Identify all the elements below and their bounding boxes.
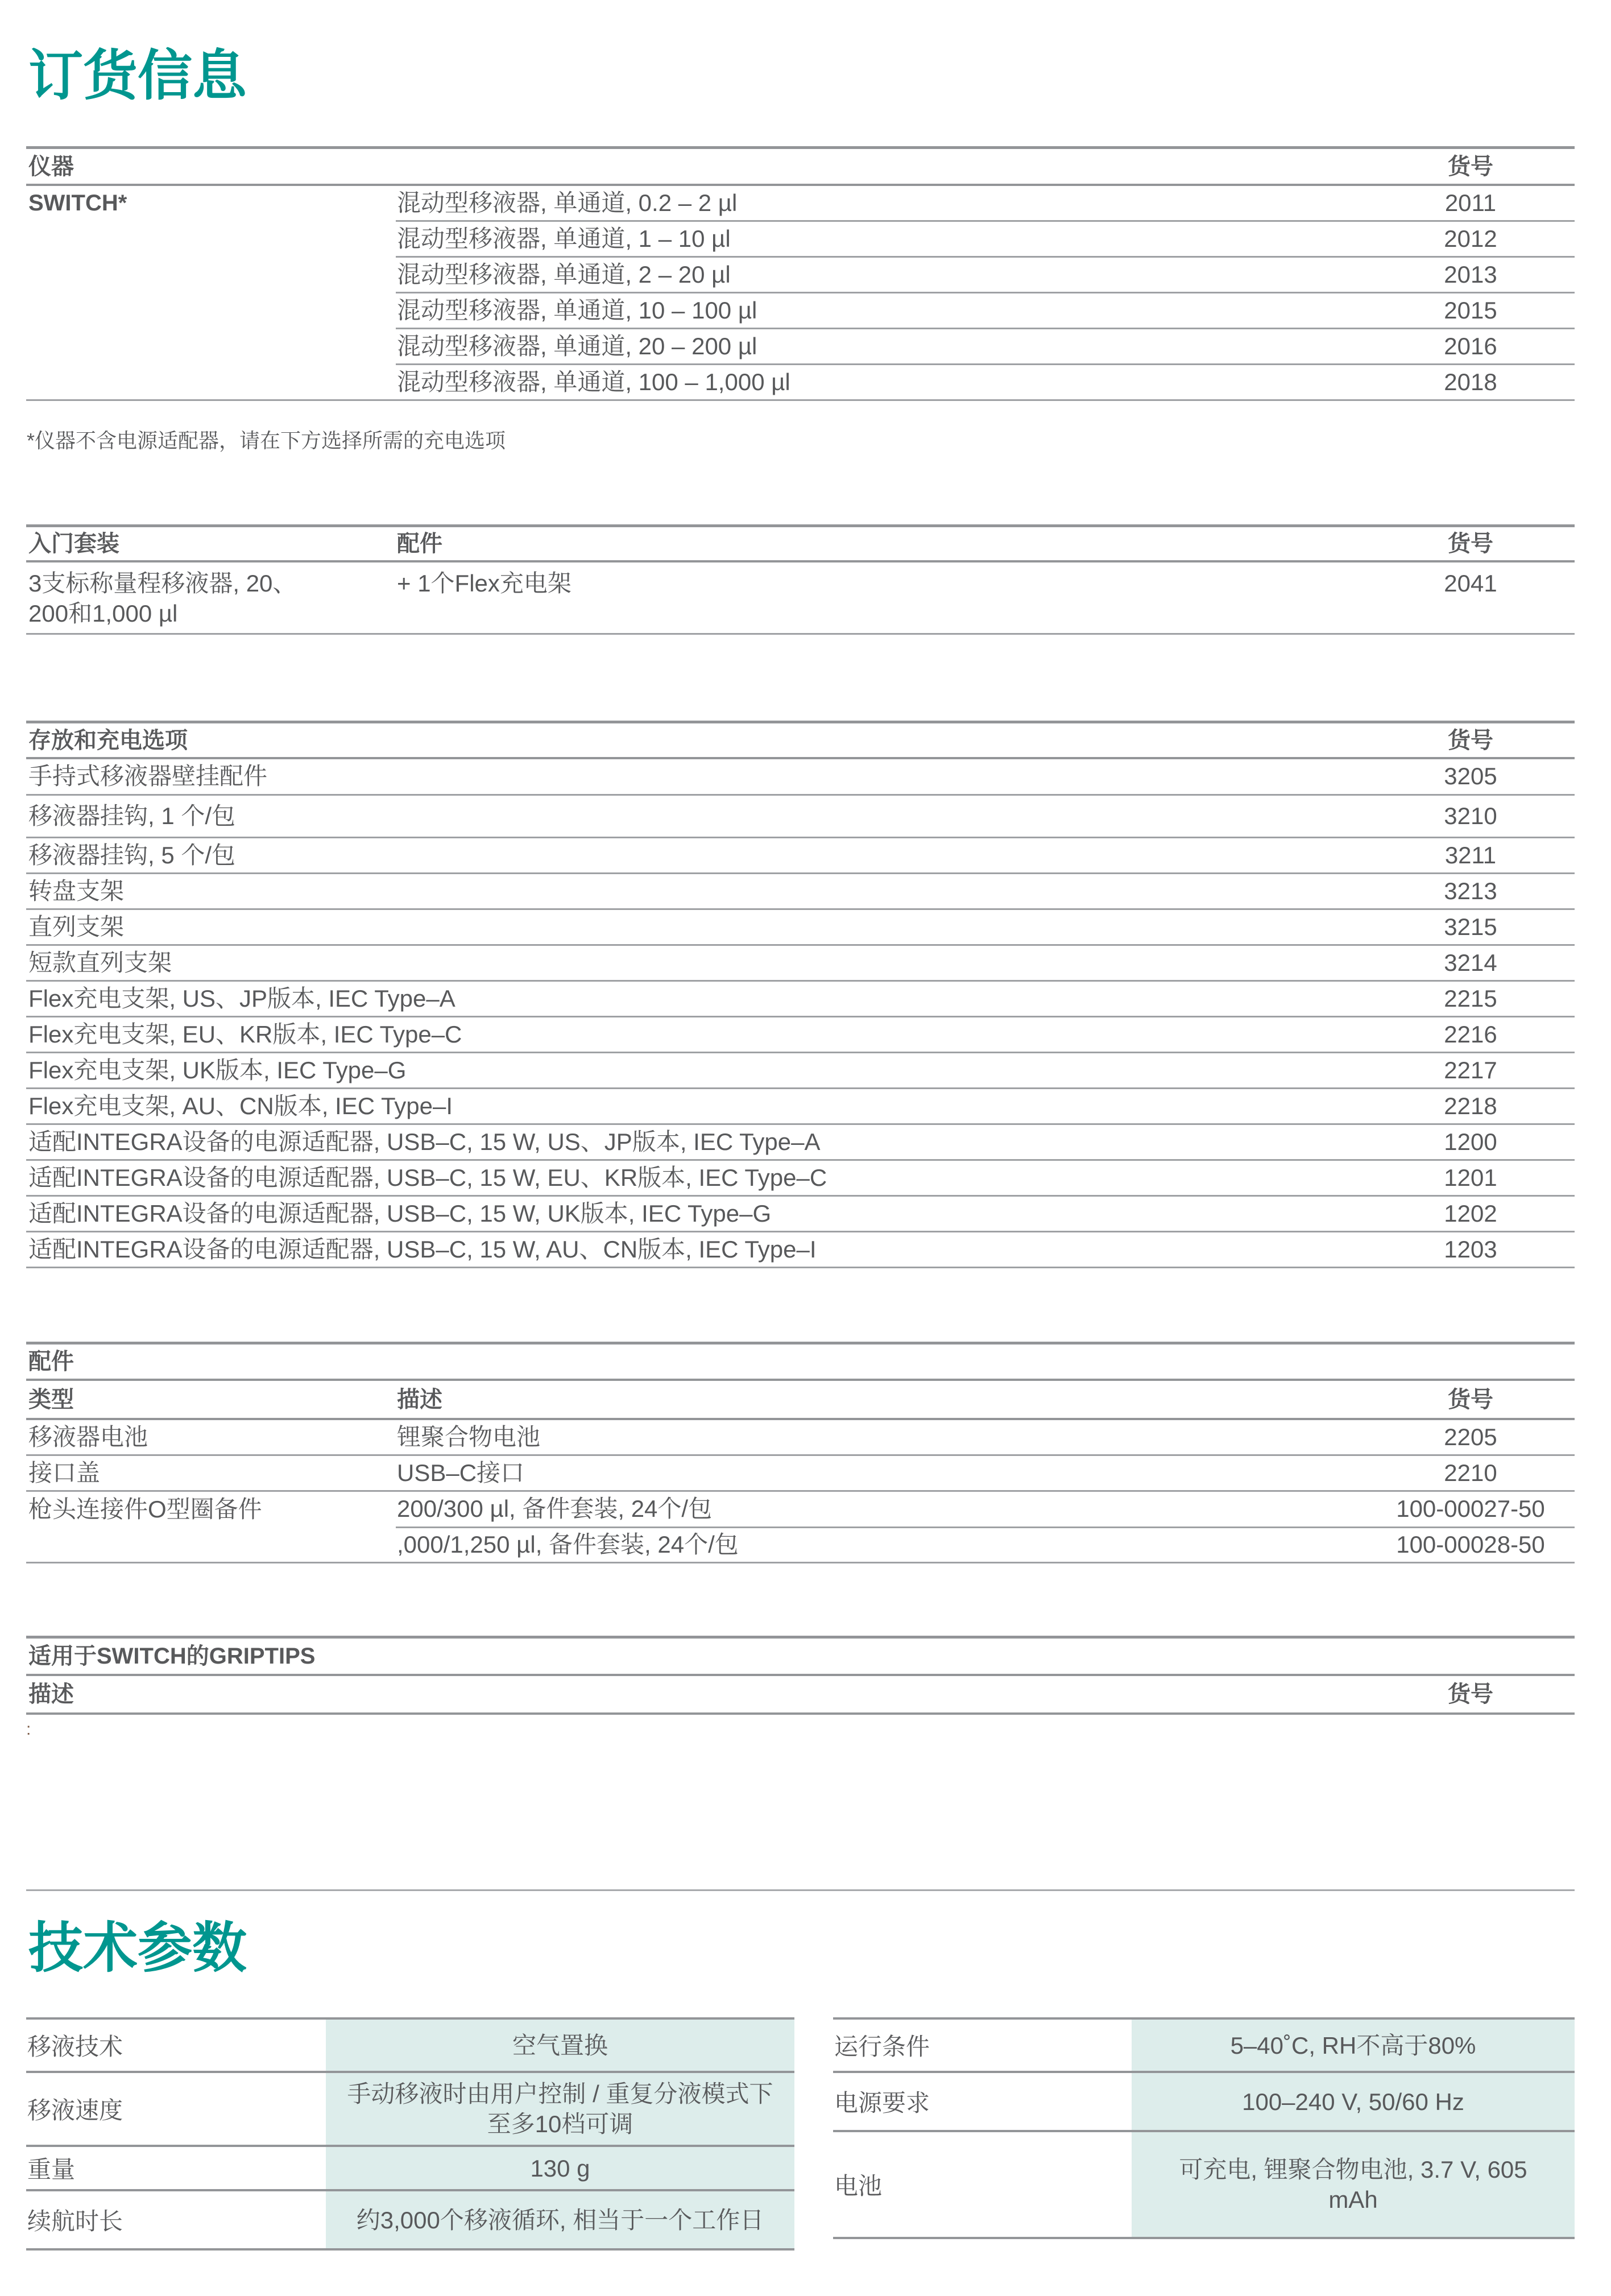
row-part-no: 2215 — [1444, 984, 1497, 1012]
table-row — [396, 1492, 1575, 1528]
spec-value — [326, 2147, 794, 2189]
spec-label: 电源要求 — [834, 2090, 930, 2116]
table-row — [26, 1125, 1575, 1161]
row-description: 移液器挂钩, 1 个/包 — [28, 802, 236, 829]
row-part-no: 2216 — [1444, 1020, 1497, 1048]
header-instrument: 仪器 — [28, 154, 74, 179]
row-part-no: 1202 — [1444, 1199, 1497, 1227]
row-description: 混动型移液器, 单通道, 2 – 20 µl — [397, 260, 731, 288]
table-row — [26, 1456, 1575, 1492]
spec-value-line: 130 g — [530, 2154, 590, 2182]
spec-value — [326, 2073, 794, 2145]
table-row — [396, 258, 1575, 293]
row-part-no: 2012 — [1444, 225, 1497, 252]
row-description: Flex充电支架, US、JP版本, IEC Type–A — [28, 984, 455, 1012]
instruments-table — [26, 146, 1575, 401]
table-row — [26, 1232, 1575, 1268]
section-divider — [26, 1889, 1575, 1891]
row-description: 锂聚合物电池 — [397, 1423, 541, 1450]
kit-name — [26, 568, 396, 628]
spec-value-line: 约3,000个移液循环, 相当于一个工作日 — [356, 2206, 764, 2233]
spec-value — [326, 2020, 794, 2071]
griptips-title-row — [26, 1639, 1575, 1676]
griptips-header — [26, 1676, 1575, 1715]
instrument-category: SWITCH* — [26, 186, 396, 401]
row-type: 移液器电池 — [28, 1423, 148, 1450]
storage-charging-table — [26, 721, 1575, 1268]
table-row — [26, 1420, 1575, 1456]
table-row — [396, 365, 1575, 401]
row-description: 混动型移液器, 单通道, 10 – 100 µl — [397, 296, 757, 324]
header-storage-options: 存放和充电选项 — [28, 727, 188, 753]
row-description: 混动型移液器, 单通道, 100 – 1,000 µl — [397, 368, 790, 395]
spec-row — [26, 2073, 794, 2147]
spec-label: 移液速度 — [27, 2097, 123, 2124]
instrument-footnote: *仪器不含电源适配器，请在下方选择所需的充电选项 — [27, 429, 506, 452]
row-description: 适配INTEGRA设备的电源适配器, USB–C, 15 W, EU、KR版本, IEC Type–C — [28, 1164, 827, 1191]
row-part-no: 1200 — [1444, 1128, 1497, 1155]
row-type: 接口盖 — [28, 1459, 101, 1486]
table-row — [26, 1053, 1575, 1089]
table-row — [26, 982, 1575, 1017]
spec-label: 移液技术 — [27, 2033, 123, 2060]
table-row — [26, 1089, 1575, 1125]
accessories-title: 配件 — [28, 1349, 74, 1374]
table-row — [26, 910, 1575, 946]
kit-name-line: 200和1,000 µl — [28, 600, 178, 627]
row-part-no: 2217 — [1444, 1056, 1497, 1083]
spec-value-line: 可充电, 锂聚合物电池, 3.7 V, 605 — [1179, 2156, 1527, 2183]
row-description: 混动型移液器, 单通道, 20 – 200 µl — [397, 332, 757, 359]
row-part-no: 3213 — [1444, 877, 1497, 904]
table-row — [396, 329, 1575, 365]
row-description: 转盘支架 — [28, 877, 125, 904]
accessories-title-row — [26, 1344, 1575, 1381]
kit-name-line: 3支标称量程移液器, 20、 — [28, 570, 297, 597]
row-part-no: 2205 — [1444, 1423, 1497, 1450]
starter-kit-header — [26, 527, 1575, 562]
row-group-items — [396, 1492, 1575, 1563]
row-description: 200/300 µl, 备件套装, 24个/包 — [397, 1495, 713, 1523]
spec-value-line: 100–240 V, 50/60 Hz — [1242, 2088, 1464, 2115]
table-row — [396, 293, 1575, 329]
table-row — [26, 946, 1575, 982]
header-part-no: 货号 — [1448, 1387, 1493, 1412]
row-description: ,000/1,250 µl, 备件套装, 24个/包 — [397, 1531, 739, 1558]
row-description: 混动型移液器, 单通道, 0.2 – 2 µl — [397, 189, 738, 216]
row-description: 手持式移液器壁挂配件 — [28, 763, 268, 790]
row-part-no: 2011 — [1444, 189, 1497, 216]
spec-value — [1132, 2073, 1575, 2130]
instruments-table-body — [26, 186, 1575, 401]
row-type: 枪头连接件O型圈备件 — [26, 1492, 396, 1563]
row-description: 适配INTEGRA设备的电源适配器, USB–C, 15 W, UK版本, IEC Type–G — [28, 1199, 772, 1227]
row-part-no: 2013 — [1444, 260, 1497, 288]
row-part-no: 3215 — [1444, 913, 1497, 940]
spec-value-line: mAh — [1328, 2186, 1378, 2213]
header-description: 描述 — [28, 1682, 74, 1707]
spec-value-line: 至多10档可调 — [487, 2111, 633, 2137]
spec-value-line: 5–40˚C, RH不高于80% — [1230, 2032, 1476, 2059]
spec-row — [26, 2020, 794, 2073]
row-part-no: 3205 — [1444, 763, 1497, 790]
header-type: 类型 — [28, 1387, 74, 1412]
griptips-table — [26, 1636, 1575, 1715]
row-part-no: 100-00027-50 — [1396, 1495, 1545, 1523]
row-description: Flex充电支架, UK版本, IEC Type–G — [28, 1056, 407, 1083]
header-part-no: 货号 — [1448, 154, 1493, 179]
table-row — [396, 222, 1575, 258]
table-row — [26, 1197, 1575, 1232]
table-row — [26, 796, 1575, 838]
spec-value — [326, 2191, 794, 2248]
spec-label: 重量 — [27, 2156, 76, 2183]
table-row-group — [26, 1492, 1575, 1563]
spec-row — [26, 2147, 794, 2191]
row-part-no: 3214 — [1444, 949, 1497, 976]
row-part-no: 3211 — [1444, 841, 1497, 868]
row-part-no: 1201 — [1444, 1164, 1497, 1191]
row-description: USB–C接口 — [397, 1459, 525, 1486]
table-row — [26, 759, 1575, 796]
row-part-no: 2210 — [1444, 1459, 1497, 1486]
header-accessory: 配件 — [397, 531, 442, 556]
table-row — [26, 1161, 1575, 1197]
specs-title: 技术参数 — [28, 1918, 247, 1979]
spec-row — [833, 2132, 1575, 2239]
spec-value — [1132, 2132, 1575, 2237]
row-description: 直列支架 — [28, 913, 125, 940]
row-part-no: 2016 — [1444, 332, 1497, 359]
header-part-no: 货号 — [1448, 1682, 1493, 1707]
row-description: Flex充电支架, EU、KR版本, IEC Type–C — [28, 1020, 462, 1048]
row-part-no: 100-00028-50 — [1396, 1531, 1545, 1558]
clipped-text-fragment: : — [26, 1720, 31, 1739]
header-part-no: 货号 — [1448, 727, 1493, 753]
storage-charging-header — [26, 723, 1575, 759]
spec-value-line: 空气置换 — [512, 2032, 608, 2059]
row-part-no: 3210 — [1444, 802, 1497, 829]
specs-table-right — [833, 2017, 1575, 2239]
accessories-table — [26, 1342, 1575, 1563]
header-part-no: 货号 — [1448, 531, 1493, 556]
spec-row — [26, 2191, 794, 2251]
row-part-no: 2015 — [1444, 296, 1497, 324]
table-row — [26, 562, 1575, 635]
instruments-table-header — [26, 149, 1575, 186]
table-row — [26, 874, 1575, 910]
accessories-header — [26, 1381, 1575, 1420]
specs-table-left — [26, 2017, 794, 2251]
row-description: 移液器挂钩, 5 个/包 — [28, 841, 236, 868]
table-row — [26, 1017, 1575, 1053]
table-row — [396, 186, 1575, 222]
spec-row — [833, 2073, 1575, 2132]
row-description: 适配INTEGRA设备的电源适配器, USB–C, 15 W, AU、CN版本, IEC Type–I — [28, 1235, 817, 1263]
kit-accessory: + 1个Flex充电架 — [397, 570, 571, 597]
row-part-no: 2018 — [1444, 368, 1497, 395]
row-description: Flex充电支架, AU、CN版本, IEC Type–I — [28, 1092, 453, 1119]
spec-label: 电池 — [834, 2173, 883, 2199]
row-part-no: 2041 — [1444, 570, 1497, 597]
spec-row — [833, 2020, 1575, 2073]
row-part-no: 2218 — [1444, 1092, 1497, 1119]
spec-label: 运行条件 — [834, 2033, 930, 2060]
header-description: 描述 — [397, 1387, 442, 1412]
row-description: 短款直列支架 — [28, 949, 172, 976]
table-row — [396, 1528, 1575, 1563]
spec-value — [1132, 2020, 1575, 2071]
ordering-title: 订货信息 — [28, 45, 247, 106]
row-description: 混动型移液器, 单通道, 1 – 10 µl — [397, 225, 731, 252]
spec-value-line: 手动移液时由用户控制 / 重复分液模式下 — [347, 2080, 773, 2107]
spec-label: 续航时长 — [27, 2208, 123, 2235]
griptips-title: 适用于SWITCH的GRIPTIPS — [28, 1644, 316, 1669]
starter-kit-table — [26, 524, 1575, 635]
table-row — [26, 838, 1575, 874]
row-part-no: 1203 — [1444, 1235, 1497, 1263]
row-description: 适配INTEGRA设备的电源适配器, USB–C, 15 W, US、JP版本, IEC Type–A — [28, 1128, 821, 1155]
instrument-rows — [396, 186, 1575, 401]
header-kit: 入门套装 — [28, 531, 119, 556]
